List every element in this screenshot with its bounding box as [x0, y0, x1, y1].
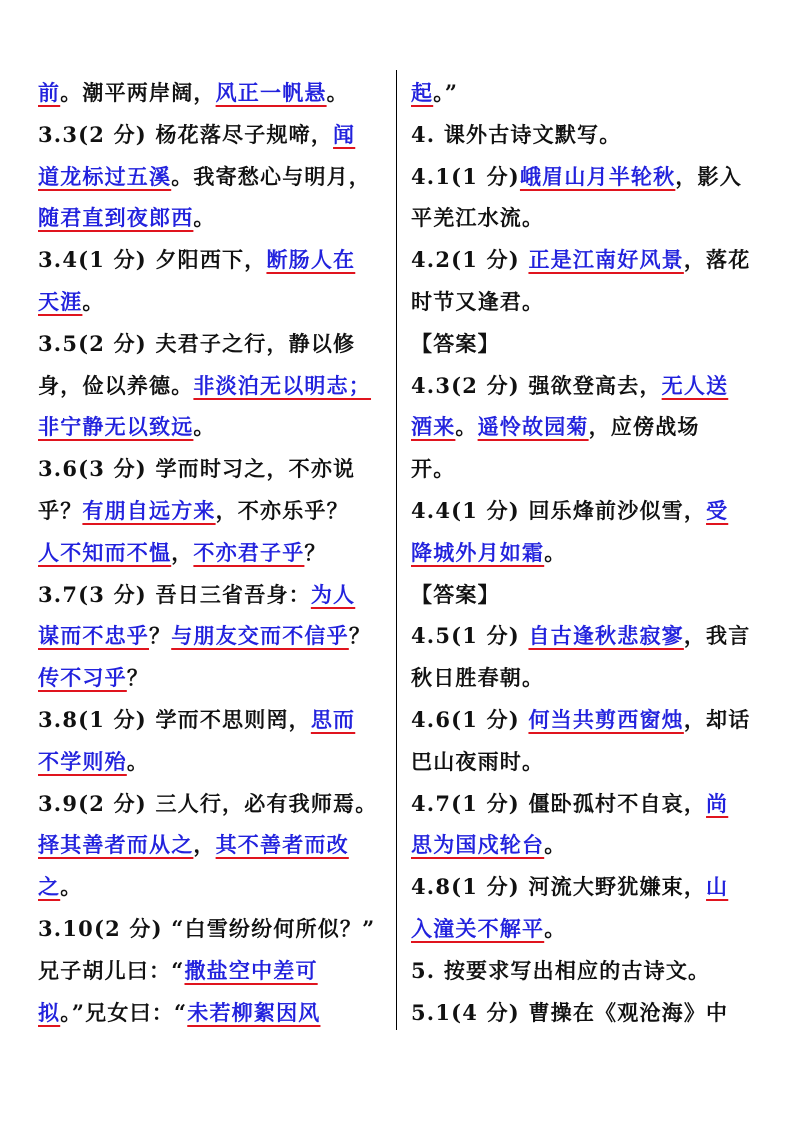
question-text: 4.4(1 分) 回乐烽前沙似雪， [411, 497, 707, 523]
answer-text: 无人送 [661, 372, 729, 398]
question-text: 3.3(2 分) 杨花落尽子规啼， [38, 121, 334, 147]
answer-text: 有朋自远方来 [82, 497, 216, 523]
answer-text: 谋而不忠乎 [38, 623, 149, 649]
text-line [38, 699, 390, 741]
question-text: 。”兄女曰：“ [60, 999, 188, 1025]
question-text: 3.4(1 分) 夕阳西下， [38, 247, 267, 273]
text-line [411, 323, 761, 365]
answer-text: 起 [411, 80, 434, 105]
text-line [38, 490, 390, 532]
text-line [411, 406, 761, 448]
answer-text: 非宁静无以致远 [38, 414, 194, 440]
question-text: 3.5(2 分) 夫君子之行，静以修 [38, 330, 356, 356]
column-divider [396, 70, 397, 1030]
question-text: 巴山夜雨时。 [411, 748, 545, 774]
question-text: 4. 课外古诗文默写。 [411, 121, 622, 147]
text-line [38, 72, 390, 114]
answer-text: 闻 [333, 121, 356, 147]
question-text: 【答案】 [411, 330, 500, 356]
text-line [38, 824, 390, 866]
text-line [411, 239, 761, 281]
text-line [38, 950, 390, 992]
question-text: 乎？ [38, 497, 83, 523]
question-text: 。 [193, 205, 216, 231]
text-line [38, 657, 390, 699]
text-line [411, 908, 761, 950]
answer-text: 不亦君子乎 [193, 539, 305, 565]
question-text: ？ [304, 539, 327, 565]
question-text: 平羌江水流。 [411, 205, 545, 231]
text-line [411, 824, 761, 866]
question-text: 时节又逢君。 [411, 288, 545, 314]
text-line [411, 699, 761, 741]
answer-text: 天涯 [38, 288, 83, 314]
answer-text: 之 [38, 874, 61, 900]
question-text: 。 [82, 288, 105, 314]
text-line [411, 992, 761, 1034]
question-text: 兄子胡儿曰：“ [38, 957, 185, 983]
question-text: 。 [326, 80, 349, 105]
text-line [38, 448, 390, 490]
answer-text: 择其善者而从之 [38, 832, 194, 858]
text-line [38, 406, 390, 448]
text-line [38, 281, 390, 323]
question-text: ？ [126, 665, 150, 691]
text-line [411, 365, 761, 407]
question-text: 4.3(2 分) 强欲登高去， [411, 372, 662, 398]
answer-text: 断肠人在 [266, 247, 356, 273]
text-line [38, 574, 390, 616]
answer-text: 遥怜故园菊 [477, 414, 589, 440]
question-text: 3.8(1 分) 学而不思则罔， [38, 706, 311, 732]
text-line [38, 992, 390, 1034]
text-line [411, 741, 761, 783]
question-text: 。 [455, 414, 478, 440]
question-text: 4.8(1 分) 河流大野犹嫌束， [411, 874, 707, 900]
question-text: 秋日胜春朝。 [411, 665, 545, 691]
answer-text: 前 [38, 80, 61, 105]
text-line [411, 448, 761, 490]
text-line [38, 323, 390, 365]
question-text: 4.6(1 分) [411, 706, 529, 732]
answer-text: 随君直到夜郎西 [38, 205, 194, 231]
question-text: 5. 按要求写出相应的古诗文。 [411, 957, 711, 983]
question-text: 4.5(1 分) [411, 623, 529, 649]
answer-text: 尚 [706, 790, 729, 816]
answer-text: 为人 [310, 581, 356, 607]
text-line [38, 239, 390, 281]
answer-text: 与朋友交而不信乎 [171, 623, 349, 649]
question-text: 。 [126, 748, 150, 774]
question-text: ？ [348, 623, 372, 649]
question-text: 。 [544, 832, 567, 858]
question-text: 。 [193, 414, 216, 440]
text-line [411, 866, 761, 908]
question-text: ，不亦乐乎？ [215, 497, 349, 523]
text-line [38, 783, 390, 825]
answer-text: 风正一帆悬 [215, 80, 327, 105]
question-text: 身，俭以养德。 [38, 372, 194, 398]
text-line [38, 908, 390, 950]
text-line [411, 490, 761, 532]
question-text: ， [171, 539, 194, 565]
text-line [38, 615, 390, 657]
text-line [38, 866, 390, 908]
question-text: 。潮平两岸阔， [60, 80, 216, 105]
question-text: 3.6(3 分) 学而时习之，不亦说 [38, 456, 356, 482]
question-text: 3.10(2 分) “白雪纷纷何所似？” [38, 915, 376, 941]
answer-text: 传不习乎 [38, 665, 127, 691]
text-line [411, 783, 761, 825]
answer-text: 降城外月如霜 [411, 539, 545, 565]
question-text: ？ [149, 623, 172, 649]
text-line [411, 657, 761, 699]
question-text: 。” [433, 80, 459, 105]
answer-text: 其不善者而改 [215, 832, 349, 858]
text-line [411, 574, 761, 616]
question-text: ，却话 [683, 706, 751, 732]
question-text: 3.9(2 分) 三人行，必有我师焉。 [38, 790, 378, 816]
question-text: ，我言 [683, 623, 751, 649]
text-line [38, 197, 390, 239]
answer-text: 不学则殆 [38, 748, 127, 774]
text-line [411, 197, 761, 239]
right-column [411, 72, 761, 1033]
text-line [38, 114, 390, 156]
text-line [38, 156, 390, 198]
answer-text: 入潼关不解平 [411, 915, 545, 941]
question-text: 4.2(1 分) [411, 247, 529, 273]
text-line [411, 532, 761, 574]
answer-text: 道龙标过五溪 [38, 163, 172, 189]
answer-text: 人不知而不愠 [38, 539, 172, 565]
text-line [38, 365, 390, 407]
answer-text: 思而 [310, 706, 356, 732]
text-line [411, 950, 761, 992]
answer-text: 撒盐空中差可 [184, 957, 318, 983]
answer-text: 酒来 [411, 414, 456, 440]
answer-text: 自古逢秋悲寂寥 [528, 623, 684, 649]
text-line [411, 615, 761, 657]
question-text: 。 [60, 874, 83, 900]
answer-text: 峨眉山月半轮秋 [519, 163, 676, 189]
answer-text: 何当共剪西窗烛 [528, 706, 684, 732]
left-column [38, 72, 390, 1033]
answer-text: 正是江南好风景 [528, 247, 684, 273]
question-text: ，落花 [683, 247, 751, 273]
question-text: ，影入 [675, 163, 742, 189]
text-line [38, 741, 390, 783]
answer-text: 受 [706, 497, 729, 523]
answer-text: 山 [706, 874, 729, 900]
answer-text: 思为国戍轮台 [411, 832, 545, 858]
question-text: 开。 [411, 456, 456, 482]
question-text: 5.1(4 分) 曹操在《观沧海》中 [411, 999, 729, 1025]
question-text: ， [193, 832, 216, 858]
question-text: 。 [544, 915, 567, 941]
question-text: 4.1(1 分) [411, 163, 520, 189]
text-line [38, 532, 390, 574]
question-text: ，应傍战场 [588, 414, 700, 440]
text-line [411, 156, 761, 198]
answer-text: 拟 [38, 999, 61, 1025]
question-text: 。 [544, 539, 567, 565]
text-line [411, 114, 761, 156]
answer-text: 非淡泊无以明志； [193, 372, 372, 398]
question-text: 4.7(1 分) 僵卧孤村不自哀， [411, 790, 707, 816]
text-line [411, 281, 761, 323]
question-text: 。我寄愁心与明月， [171, 163, 372, 189]
text-line [411, 72, 761, 114]
question-text: 3.7(3 分) 吾日三省吾身： [38, 581, 311, 607]
question-text: 【答案】 [411, 581, 500, 607]
answer-text: 未若柳絮因风 [187, 999, 321, 1025]
